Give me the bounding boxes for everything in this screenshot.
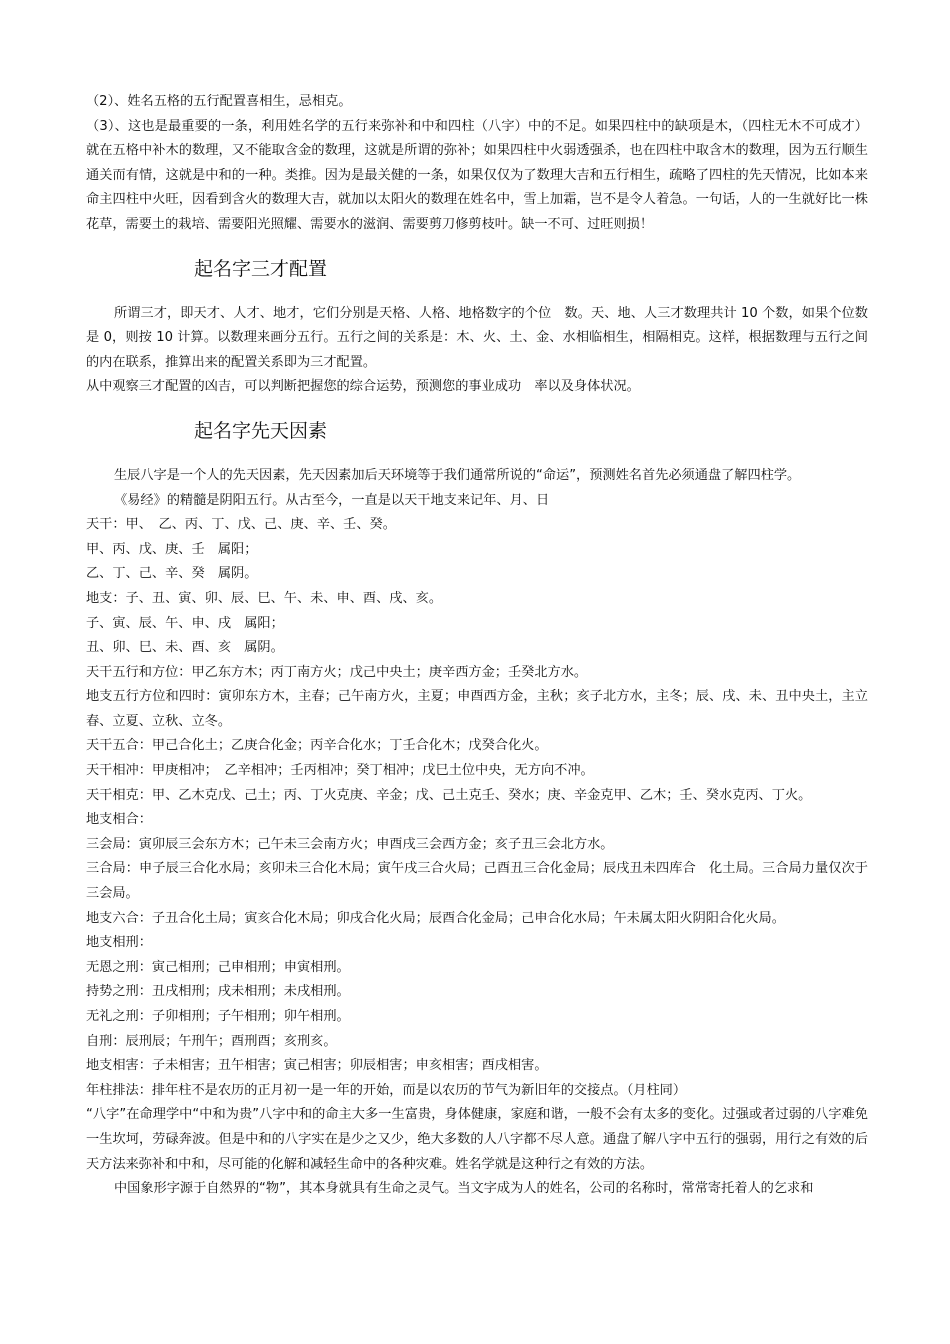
list-line: 三合局：申子辰三合化水局；亥卯未三合化木局；寅午戌三合火局；己酉丑三合化金局；辰戌丑未四库合 化土局。三合局力量仅次于三会局。 — [86, 861, 868, 902]
section-heading-sancai: 起名字三才配置 — [194, 257, 328, 280]
list-line: 地支五行方位和四时：寅卯东方木，主春；己午南方火，主夏；申酉西方金，主秋；亥子北方水，主冬；辰、戌、未、丑中央土，主立春、立夏、立秋、立冬。 — [86, 689, 868, 729]
paragraph: 《易经》的精髓是阴阳五行。从古至今，一直是以天干地支来记年、月、日 — [114, 492, 550, 508]
list-line: 持势之刑：丑戌相刑；戌未相刑；未戌相刑。 — [86, 984, 350, 1000]
list-line: 乙、丁、己、辛、癸 属阴。 — [86, 566, 258, 582]
list-line: 地支六合：子丑合化土局；寅亥合化木局；卯戌合化火局；辰酉合化金局；己申合化水局；午未属太阳火阴阳合化火局。 — [86, 910, 785, 926]
list-line: 天干五合：甲己合化土；乙庚合化金；丙辛合化水；丁壬合化木；戊癸合化火。 — [86, 738, 548, 754]
list-line: 天干相冲：甲庚相冲； 乙辛相冲；壬丙相冲；癸丁相冲；戊巳土位中央，无方向不冲。 — [86, 763, 594, 779]
paragraph: 生辰八字是一个人的先天因素，先天因素加后天环境等于我们通常所说的“命运”，预测姓名首先必须通盘了解四柱学。 — [114, 467, 801, 483]
paragraph: 所谓三才，即天才、人才、地才，它们分别是天格、人格、地格数字的个位 数。天、地、人三才数理共计 10 个数，如果个位数是 0，则按 10 计算。以数理来画分五行。五行之间的关系是：木、火、土、金、水相临相生，相隔相克。这样，根据数理与五行之间的内在联系，推算出来的配置关系即为三才配置。 — [86, 305, 868, 370]
paragraph: （2）、姓名五格的五行配置喜相生，忌相克。 — [86, 94, 352, 109]
list-line: 三会局：寅卯辰三会东方木；己午未三会南方火；申酉戌三会西方金；亥子丑三会北方水。 — [86, 836, 614, 852]
list-line: 地支相合： — [86, 812, 152, 828]
list-line: 自刑：辰刑辰；午刑午；酉刑酉；亥刑亥。 — [86, 1033, 337, 1049]
section-heading-xiantian: 起名字先天因素 — [194, 419, 328, 442]
paragraph: 中国象形字源于自然界的“物”，其本身就具有生命之灵气。当文字成为人的姓名，公司的名称时，常常寄托着人的乞求和 — [114, 1181, 814, 1197]
list-line: 地支：子、丑、寅、卯、辰、巳、午、未、申、酉、戌、亥。 — [86, 590, 443, 606]
list-line: 天干相克：甲、乙木克戊、己土；丙、丁火克庚、辛金；戊、己土克壬、癸水；庚、辛金克甲、乙木；壬、癸水克丙、丁火。 — [86, 787, 812, 803]
paragraph: “八字”在命理学中“中和为贵”八字中和的命主大多一生富贵，身体健康，家庭和谐，一般不会有太多的变化。过强或者过弱的八字难免一生坎坷，劳碌奔波。但是中和的八字实在是少之又少，绝大多数的人八字都不尽人意。通盘了解八字中五行的强弱，用行之有效的后天方法来弥补和中和，尽可能的化解和减轻生命中的各种灾难。姓名学就是这种行之有效的方法。 — [86, 1107, 868, 1172]
paragraph: 从中观察三才配置的凶吉，可以判断把握您的综合运势，预测您的事业成功 率以及身体状况。 — [86, 379, 640, 395]
list-line: 地支相刑： — [86, 935, 152, 951]
list-line: 地支相害：子未相害；丑午相害；寅己相害；卯辰相害；申亥相害；酉戌相害。 — [86, 1058, 548, 1074]
list-line: 子、寅、辰、午、申、戌 属阳； — [86, 615, 284, 631]
list-line: 天干五行和方位：甲乙东方木；丙丁南方火；戊己中央土；庚辛西方金；壬癸北方水。 — [86, 664, 588, 680]
document-page — [86, 90, 868, 1202]
paragraph: （3）、这也是最重要的一条，利用姓名学的五行来弥补和中和四柱（八字）中的不足。如果四柱中的缺项是木，（四柱无木不可成才）就在五格中补木的数理，又不能取含金的数理，这就是所谓的弥补；如果四柱中火弱透强杀，也在四柱中取含木的数理，因为五行顺生通关而有情，这就是中和的一种。类推。因为是最关健的一条，如果仅仅为了数理大吉和五行相生，疏略了四柱的先天情况，比如本来命主四柱中火旺，因看到含火的数理大吉，就加以太阳火的数理在姓名中，雪上加霜，岂不是令人着急。一句话，人的一生就好比一株花草，需要土的栽培、需要阳光照耀、需要水的滋润、需要剪刀修剪枝叶。缺一不可、过旺则损！ — [86, 118, 868, 232]
list-line: 天干：甲、 乙、丙、丁、戊、己、庚、辛、壬、癸。 — [86, 517, 396, 533]
list-line: 无恩之刑：寅己相刑；己申相刑；申寅相刑。 — [86, 959, 350, 975]
list-line: 年柱排法：排年柱不是农历的正月初一是一年的开始，而是以农历的节气为新旧年的交接点。（月柱同） — [86, 1082, 687, 1098]
list-line: 甲、丙、戊、庚、壬 属阳； — [86, 541, 258, 557]
list-line: 丑、卯、巳、未、酉、亥 属阴。 — [86, 640, 284, 656]
list-line: 无礼之刑：子卯相刑；子午相刑；卯午相刑。 — [86, 1009, 350, 1024]
